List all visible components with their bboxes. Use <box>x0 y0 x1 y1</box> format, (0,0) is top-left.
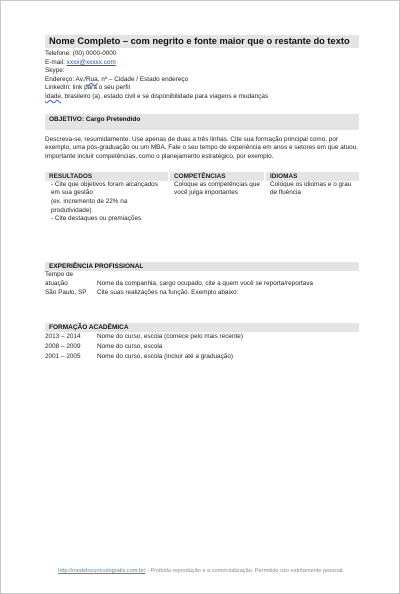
address-suffix: , nº – Cidade / Estado endereço <box>97 75 189 83</box>
education-desc: Nome do curso, escola (incluir até a graduação) <box>97 352 234 360</box>
education-desc: Nome do curso, escola <box>97 343 163 351</box>
education-period: 2008 – 2009 <box>45 343 81 351</box>
results-line: (ex. incremento de 22% na produtividade) <box>51 198 128 214</box>
address-line <box>45 76 359 85</box>
experience-location: São Paulo, SP <box>45 288 87 296</box>
email-link[interactable]: xxxx@xxxxx.com <box>66 58 116 66</box>
skills-text: Coloque as competências que você julga importantes <box>174 180 260 197</box>
age-line <box>45 93 359 102</box>
email-label: E-mail: <box>45 58 67 66</box>
experience-heading: EXPERIÊNCIA PROFISSIONAL <box>45 262 359 271</box>
linkedin-line: LinkedIn: link para o seu perfil <box>45 84 130 92</box>
education-row <box>45 352 359 362</box>
skype-line: Skype: <box>45 67 65 75</box>
age-suffix: , brasileiro (a), estado civil e se disponibilidade para viagens e mudanças <box>61 92 269 100</box>
email-line <box>45 59 359 68</box>
experience-table <box>45 271 359 297</box>
languages-text: Coloque os idiomas e o grau de fluência <box>270 180 352 197</box>
results-heading: RESULTADOS <box>45 172 170 181</box>
experience-row <box>45 289 359 298</box>
footer-link[interactable]: http://modelocurriculogratis.com.br/ <box>58 568 146 574</box>
contact-block <box>45 50 359 102</box>
education-desc: Nome do curso, escola (comece pelo mais recente) <box>97 333 243 341</box>
results-line: - Cite que objetivos foram alcançados em sua gestão <box>51 180 158 197</box>
objective-text: Descreva-se, resumidamente. Use apenas de duas a três linhas. Cite sua formação principal como, por exemplo, uma pós-graduação ou um MBA. Fale o seu tempo de experiência em anos e setores em que atuou. Importante incluir competências, como o planejamento estratégico, por exemplo. <box>45 135 358 160</box>
languages-column <box>266 172 359 225</box>
education-row <box>45 342 359 352</box>
experience-company: Nome da companhia, cargo ocupado, cite a quem você se reporta/reportava <box>97 279 313 287</box>
results-line: - Cite destaques ou premiações <box>51 215 142 223</box>
resume-content <box>45 35 359 362</box>
objective-heading: OBJETIVO: Cargo Pretendido <box>45 114 359 130</box>
address-rua: Rua <box>85 75 98 83</box>
education-list <box>45 332 359 361</box>
highlights-columns <box>45 172 359 225</box>
results-column <box>45 172 170 225</box>
address-prefix: Endereço: Av./ <box>45 75 86 83</box>
education-heading: FORMAÇÃO ACADÊMICA <box>45 323 359 332</box>
experience-achievements: Cite suas realizações na função. Exemplo abaixo: <box>97 288 239 296</box>
footer-note <box>41 567 361 575</box>
skills-heading: COMPETÊNCIAS <box>170 172 266 181</box>
education-row <box>45 332 359 342</box>
education-period: 2001 – 2005 <box>45 352 81 360</box>
name-title: Nome Completo – com negrito e fonte maior que o restante do texto <box>45 35 359 48</box>
phone-line: Telefone: (00) 0000-0000 <box>45 50 117 57</box>
skills-column <box>170 172 266 225</box>
education-period: 2013 – 2014 <box>45 333 81 341</box>
experience-period: Tempo de atuação <box>45 271 74 287</box>
languages-heading: IDIOMAS <box>266 172 359 181</box>
results-body <box>45 181 170 225</box>
experience-row <box>45 271 359 288</box>
age-word: Idade <box>45 92 61 100</box>
footer-text: - Proibida reprodução e a comercialização. Permitido uso estritamente pessoal. <box>145 568 344 574</box>
